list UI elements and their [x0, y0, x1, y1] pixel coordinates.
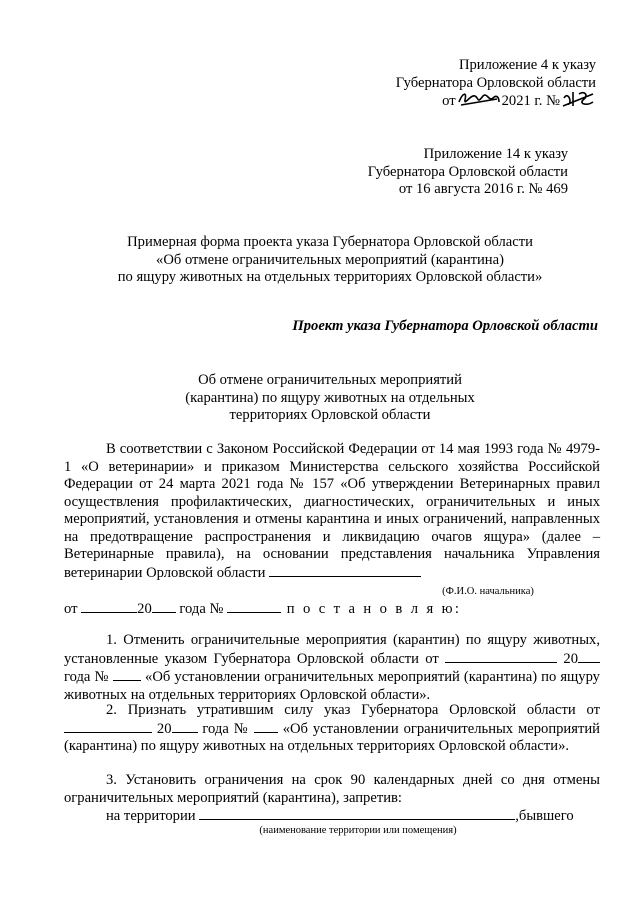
preamble-paragraph [64, 441, 600, 582]
appendix-14-line1: Приложение 14 к указу [423, 146, 568, 162]
decree-title-line2: (карантина) по ящуру животных на отдельных [185, 389, 475, 406]
handwritten-number [561, 92, 595, 108]
item-2-year-blank [172, 720, 198, 733]
appendix-4-date: от 2021 г. № [360, 92, 596, 111]
appendix-4-line2: Губернатора Орловской области [395, 74, 596, 91]
item-1: 1. Отменить ограничительные мероприятия (карантин) по ящуру животных, установленные указом Губернатора Орловской области от 20 года № «Об установлении ограничительных мероприятий (карантина) по ящуру животных на отдельных территориях Орловской области». [64, 632, 600, 703]
decree-title [150, 372, 510, 425]
decree-word: п о с т а н о в л я ю: [286, 601, 462, 617]
item-2-number-blank [254, 720, 278, 733]
item-2-date-blank [64, 720, 152, 733]
form-title-line2: «Об отмене ограничительных мероприятий (карантина) [156, 251, 504, 268]
appendix-14-header [360, 146, 568, 199]
decree-year-blank [152, 600, 176, 613]
form-title [80, 234, 580, 287]
item-1-date-blank [445, 650, 557, 663]
territory-line: на территории ,бывшего [106, 808, 574, 824]
head-name-blank [269, 564, 421, 577]
appendix-14-line3: от 16 августа 2016 г. № 469 [398, 181, 568, 197]
appendix-14-line2: Губернатора Орловской области [367, 163, 568, 180]
appendix-4-header [360, 57, 596, 111]
decree-title-line1: Об отмене ограничительных мероприятий [198, 372, 462, 388]
form-title-line1: Примерная форма проекта указа Губернатора Орловской области [127, 234, 533, 250]
appendix-4-line1: Приложение 4 к указу [458, 57, 596, 73]
decree-number-blank [227, 600, 281, 613]
item-1-number-blank [113, 668, 141, 681]
territory-caption: (наименование территории или помещения) [259, 825, 457, 836]
item-1-year-blank [578, 650, 600, 663]
decree-date-blank [81, 600, 137, 613]
head-name-caption: (Ф.И.О. начальника) [442, 586, 534, 597]
decree-date-line: от 20 года № п о с т а н о в л я ю: [64, 601, 462, 617]
project-label: Проект указа Губернатора Орловской области [292, 318, 598, 334]
form-title-line3: по ящуру животных на отдельных территориях Орловской области» [117, 269, 543, 285]
decree-title-line3: территориях Орловской области [229, 407, 431, 423]
item-2: 2. Признать утратившим силу указ Губернатора Орловской области от 20 года № «Об установлении ограничительных мероприятий (карантина) по ящуру животных на отдельных территориях Орловской области». [64, 702, 600, 754]
item-3: 3. Установить ограничения на срок 90 календарных дней со дня отмены ограничительных мероприятий (карантина), запретив: [64, 772, 600, 806]
preamble-text: В соответствии с Законом Российской Федерации от 14 мая 1993 года № 4979-1 «О ветеринарии» и приказом Министерства сельского хозяйства Российской Федерации от 24 марта 2021 года № 157 «Об утверждении Ветеринарных правил осуществления профилактических, диагностических, ограничительных и иных мероприятий, установления и отмены карантина и иных ограничений, направленных на предотвращение распространения и ликвидацию очагов ящура» (далее – Ветеринарные правила), на основании представления начальника Управления ветеринарии Орловской области [64, 441, 600, 581]
territory-blank [199, 807, 515, 820]
handwritten-date [457, 92, 501, 108]
